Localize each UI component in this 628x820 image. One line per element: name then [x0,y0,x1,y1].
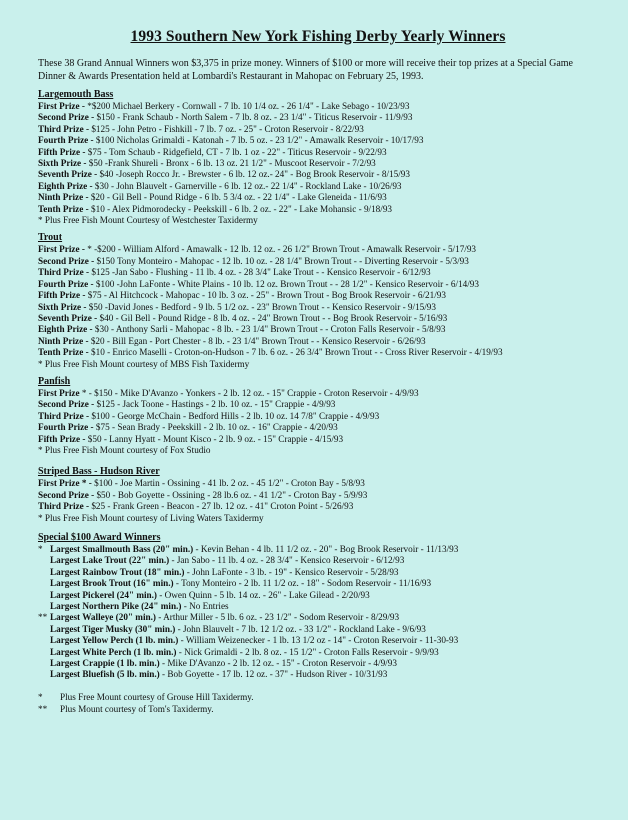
footnote-text: Plus Free Mount courtesy of Grouse Hill Taxidermy. [60,691,254,702]
prize-label: Eighth Prize - [38,180,93,191]
prize-details: $75 - Al Hitchcock - Mahopac - 10 lb. 3 oz. - 25" - Brown Trout - Bog Brook Reservoir - 6/21/93 [85,290,446,301]
prize-entry [38,324,598,335]
footnote-symbol: * [38,691,43,702]
prize-label: Sixth Prize - [38,158,87,169]
prize-label: Ninth Prize - [38,335,89,346]
prize-details: - Owen Quinn - 5 lb. 14 oz. - 26" - Lake Gilead - 2/20/93 [157,589,370,600]
prize-details: $125 - John Petro - Fishkill - 7 lb. 7 oz. - 25" - Croton Reservoir - 8/22/93 [89,123,364,134]
prize-label: Largest Yellow Perch (1 lb. min.) [50,635,179,646]
prize-label: Second Prize - [38,112,95,123]
prize-label: Largest White Perch (1 lb. min.) [50,646,177,657]
prize-entry [38,478,598,489]
prize-label: Second Prize - [38,399,95,410]
prize-entry [38,601,598,612]
prize-label: Largest Northern Pike (24" min.) [50,601,182,612]
prize-details: $100 - George McChain - Bedford Hills - 2 lb. 10 oz. 14 7/8" Crappie - 4/9/93 [89,410,380,421]
prize-entry [38,147,598,158]
footnote [38,703,598,715]
prize-label: Fifth Prize - [38,146,86,157]
prize-label: Largest Pickerel (24" min.) [50,589,157,600]
prize-entry [38,101,598,112]
prize-label: Fourth Prize - [38,422,94,433]
prize-details: - William Weizenecker - 1 lb. 13 1/2 oz - 14" - Croton Reservoir - 11-30-93 [178,635,459,646]
prize-details: * - $150 - Mike D'Avanzo - Yonkers - 2 lb. 12 oz. - 15" Crappie - Croton Reservoir - 4/9/93 [79,387,419,398]
prize-label: Third Prize - [38,123,90,134]
prize-details: $50 -David Jones - Bedford - 9 lb. 5 1/2 oz. - 23" Brown Trout - - Kensico Reservoir - 9/15/93 [86,301,436,312]
prize-details: $30 - Anthony Sarli - Mahopac - 8 lb. - 23 1/4" Brown Trout - - Croton Falls Reservoir - 5/8/93 [92,324,446,335]
prize-entry [38,490,598,501]
prize-entry [38,290,598,301]
prize-details: $30 - John Blauvelt - Garnerville - 6 lb. 12 oz.- 22 1/4" - Rockland Lake - 10/26/93 [92,180,402,191]
section-heading: Panfish [38,375,71,387]
prize-label: First Prize [38,387,80,398]
prize-entry [38,302,598,313]
prize-details: - No Entries [181,601,229,612]
prize-details: *$200 Michael Berkery - Cornwall - 7 lb. 10 1/4 oz. - 26 1/4" - Lake Sebago - 10/23/93 [84,101,410,111]
section-note: * Plus Free Fish Mount courtesy of Living Waters Taxidermy [38,512,264,523]
prize-label: Largest Lake Trout (22" min.) [50,555,170,566]
prize-entry [38,192,598,203]
striped-bass-section [38,466,598,524]
prize-label: Largest Crappie (1 lb. min.) [50,658,160,669]
prize-label: Fifth Prize - [38,290,86,301]
prize-details: - John LaFonte - 3 lb. - 19" - Kensico Reservoir - 5/28/93 [184,566,399,577]
prize-entry [38,612,598,623]
prize-details: * -$200 - William Alford - Amawalk - 12 lb. 12 oz. - 26 1/2" Brown Trout - Amawalk Reservoir - 5/17/93 [84,244,477,255]
prize-details: $100 Nicholas Grimaldi - Katonah - 7 lb. 5 oz. - 23 1/2" - Amawalk Reservoir - 10/17/93 [93,135,424,146]
prize-label: Second Prize - [38,255,95,266]
prize-details: $125 -Jan Sabo - Flushing - 11 lb. 4 oz. - 28 3/4" Lake Trout - - Kensico Reservoir - 6/12/93 [89,267,431,278]
prize-entry [38,336,598,347]
prize-label: Largest Smallmouth Bass (20" min.) [50,544,194,554]
prize-label: First Prize - [38,101,85,111]
section-heading: Striped Bass - Hudson River [38,466,160,478]
prize-entry [38,313,598,324]
section-heading: Special $100 Award Winners [38,532,161,543]
footnotes [38,691,598,715]
prize-entry [38,567,598,578]
prize-details: - Bob Goyette - 17 lb. 12 oz. - 37" - Hudson River - 10/31/93 [159,669,388,680]
prize-label: First Prize * - [38,478,92,489]
prize-label: Tenth Prize - [38,347,89,358]
prize-entry [38,590,598,601]
prize-label: Fourth Prize - [38,135,94,146]
prize-label: Ninth Prize - [38,192,89,203]
footnote [38,691,598,703]
prize-entry [38,347,598,358]
fish-section [38,232,598,369]
prize-details: $10 - Alex Pidmorodecky - Peekskill - 6 lb. 2 oz. - 22" - Lake Mohansic - 9/18/93 [88,203,393,214]
prize-details: $150 Tony Monteiro - Mahopac - 12 lb. 10 oz. - 28 1/4" Brown Trout - - Diverting Reservoir - 5/3/93 [94,255,469,266]
footnote-marker: ** [38,612,48,623]
prize-sections [38,89,598,456]
prize-entry [38,658,598,669]
prize-details: $50 - Bob Goyette - Ossining - 28 lb.6 oz. - 41 1/2" - Croton Bay - 5/9/93 [94,489,368,500]
special-award-section [38,532,598,681]
prize-entry [38,399,598,410]
prize-entry [38,112,598,123]
page-title: 1993 Southern New York Fishing Derby Yearly Winners [130,28,506,45]
prize-label: Third Prize - [38,410,90,421]
fish-section [38,376,598,456]
prize-details: $20 - Bill Egan - Port Chester - 8 lb. - 23 1/4" Brown Trout - - Kensico Reservoir - 6/26/93 [88,335,426,346]
footnote-marker: * [38,544,43,554]
prize-entry [38,501,598,512]
prize-entry [38,279,598,290]
prize-entry [38,555,598,566]
prize-details: $75 - Sean Brady - Peekskill - 2 lb. 10 oz. - 16" Crappie - 4/20/93 [93,422,338,433]
prize-details: $50 - Lanny Hyatt - Mount Kisco - 2 lb. 9 oz. - 15" Crappie - 4/15/93 [85,433,344,444]
prize-label: Largest Bluefish (5 lb. min.) [50,669,160,680]
prize-label: Largest Tiger Musky (30" min.) [50,623,176,634]
prize-details: - Arthur Miller - 5 lb. 6 oz. - 23 1/2" - Sodom Reservoir - 8/29/93 [155,612,400,623]
section-note: * Plus Free Fish Mount Courtesy of Westchester Taxidermy [38,215,258,226]
section-note: * Plus Free Fish Mount courtesy of Fox Studio [38,444,211,455]
prize-details: $75 - Tom Schaub - Ridgefield, CT - 7 lb. 1 oz - 22" - Titicus Reservoir - 9/22/93 [85,146,387,157]
prize-details: $20 - Gil Bell - Pound Ridge - 6 lb. 5 3/4 oz. - 22 1/4" - Lake Gleneida - 11/6/93 [88,192,387,203]
prize-entry [38,124,598,135]
prize-entry [38,135,598,146]
prize-label: Third Prize - [38,267,90,278]
prize-entry [38,624,598,635]
prize-details: - Jan Sabo - 11 lb. 4 oz. - 28 3/4" - Kensico Reservoir - 6/12/93 [169,555,405,566]
prize-details: $100 -John LaFonte - White Plains - 10 lb. 12 oz. Brown Trout - - 28 1/2" - Kensico Reservoir - 6/14/93 [93,278,479,289]
prize-label: Fourth Prize - [38,278,94,289]
prize-entry [38,204,598,215]
prize-entry [38,434,598,445]
prize-entry [38,158,598,169]
prize-label: Third Prize - [38,501,90,512]
prize-entry [38,256,598,267]
prize-details: $50 -Frank Shureli - Bronx - 6 lb. 13 oz. 21 1/2" - Muscoot Reservoir - 7/2/93 [86,158,376,169]
prize-label: Seventh Prize - [38,169,98,180]
prize-entry [38,267,598,278]
prize-details: $25 - Frank Green - Beacon - 27 lb. 12 oz. - 41" Croton Point - 5/26/93 [89,501,354,512]
document-page [38,28,598,715]
prize-entry [38,181,598,192]
prize-details: - Tony Monteiro - 2 lb. 11 1/2 oz. - 18" - Sodom Reservoir - 11/16/93 [173,578,432,589]
prize-entry [38,544,598,555]
prize-entry [38,422,598,433]
prize-entry [38,244,598,255]
intro-paragraph: These 38 Grand Annual Winners won $3,375 in prize money. Winners of $100 or more will receive their top prizes at a Special Game Dinner & Awards Presentation held at Lombardi's Restaurant in Mahopac on February 25, 1993. [38,58,573,82]
prize-entry [38,578,598,589]
footnote-symbol: ** [38,703,48,714]
prize-details: $40 -Joseph Rocco Jr. - Brewster - 6 lb. 12 oz.- 24" - Bog Brook Reservoir - 8/15/93 [97,169,410,180]
prize-label: Largest Brook Trout (16" min.) [50,578,174,589]
section-heading: Trout [38,232,63,244]
prize-details: $150 - Frank Schaub - North Salem - 7 lb. 8 oz. - 23 1/4" - Titicus Reservoir - 11/9/93 [94,112,413,123]
prize-label: Eighth Prize - [38,324,93,335]
prize-details: $10 - Enrico Maselli - Croton-on-Hudson - 7 lb. 6 oz. - 26 3/4" Brown Trout - - Cross River Reservoir - 4/19/93 [88,347,503,358]
prize-details: $40 - Gil Bell - Pound Ridge - 8 lb. 4 oz. - 24" Brown Trout - - Bog Brook Reservoir - 5/16/93 [97,312,448,323]
prize-entry [38,411,598,422]
section-note: * Plus Free Fish Mount courtesy of MBS Fish Taxidermy [38,358,250,369]
prize-entry [38,635,598,646]
prize-details: - Nick Grimaldi - 2 lb. 8 oz. - 15 1/2" - Croton Falls Reservoir - 9/9/93 [176,646,439,657]
section-heading: Largemouth Bass [38,89,114,100]
prize-label: Fifth Prize - [38,433,86,444]
prize-details: - Mike D'Avanzo - 2 lb. 12 oz. - 15" - Croton Reservoir - 4/9/93 [159,658,397,669]
prize-details: - John Blauvelt - 7 lb. 12 1/2 oz. - 33 1/2" - Rockland Lake - 9/6/93 [175,623,426,634]
prize-label: First Prize - [38,244,85,255]
prize-entry [38,647,598,658]
prize-label: Largest Walleye (20" min.) [50,612,156,623]
prize-details: $125 - Jack Toone - Hastings - 2 lb. 10 oz. - 15" Crappie - 4/9/93 [94,399,336,410]
prize-label: Seventh Prize - [38,312,98,323]
fish-section [38,89,598,226]
footnote-text: Plus Mount courtesy of Tom's Taxidermy. [60,703,214,714]
prize-entry [38,388,598,399]
prize-entry [38,669,598,680]
prize-label: Tenth Prize - [38,203,89,214]
prize-entry [38,169,598,180]
prize-details: $100 - Joe Martin - Ossining - 41 lb. 2 oz. - 45 1/2" - Croton Bay - 5/8/93 [91,478,365,489]
prize-details: - Kevin Behan - 4 lb. 11 1/2 oz. - 20" - Bog Brook Reservoir - 11/13/93 [193,544,459,554]
prize-label: Sixth Prize - [38,301,87,312]
prize-label: Largest Rainbow Trout (18" min.) [50,566,185,577]
prize-label: Second Prize - [38,489,95,500]
